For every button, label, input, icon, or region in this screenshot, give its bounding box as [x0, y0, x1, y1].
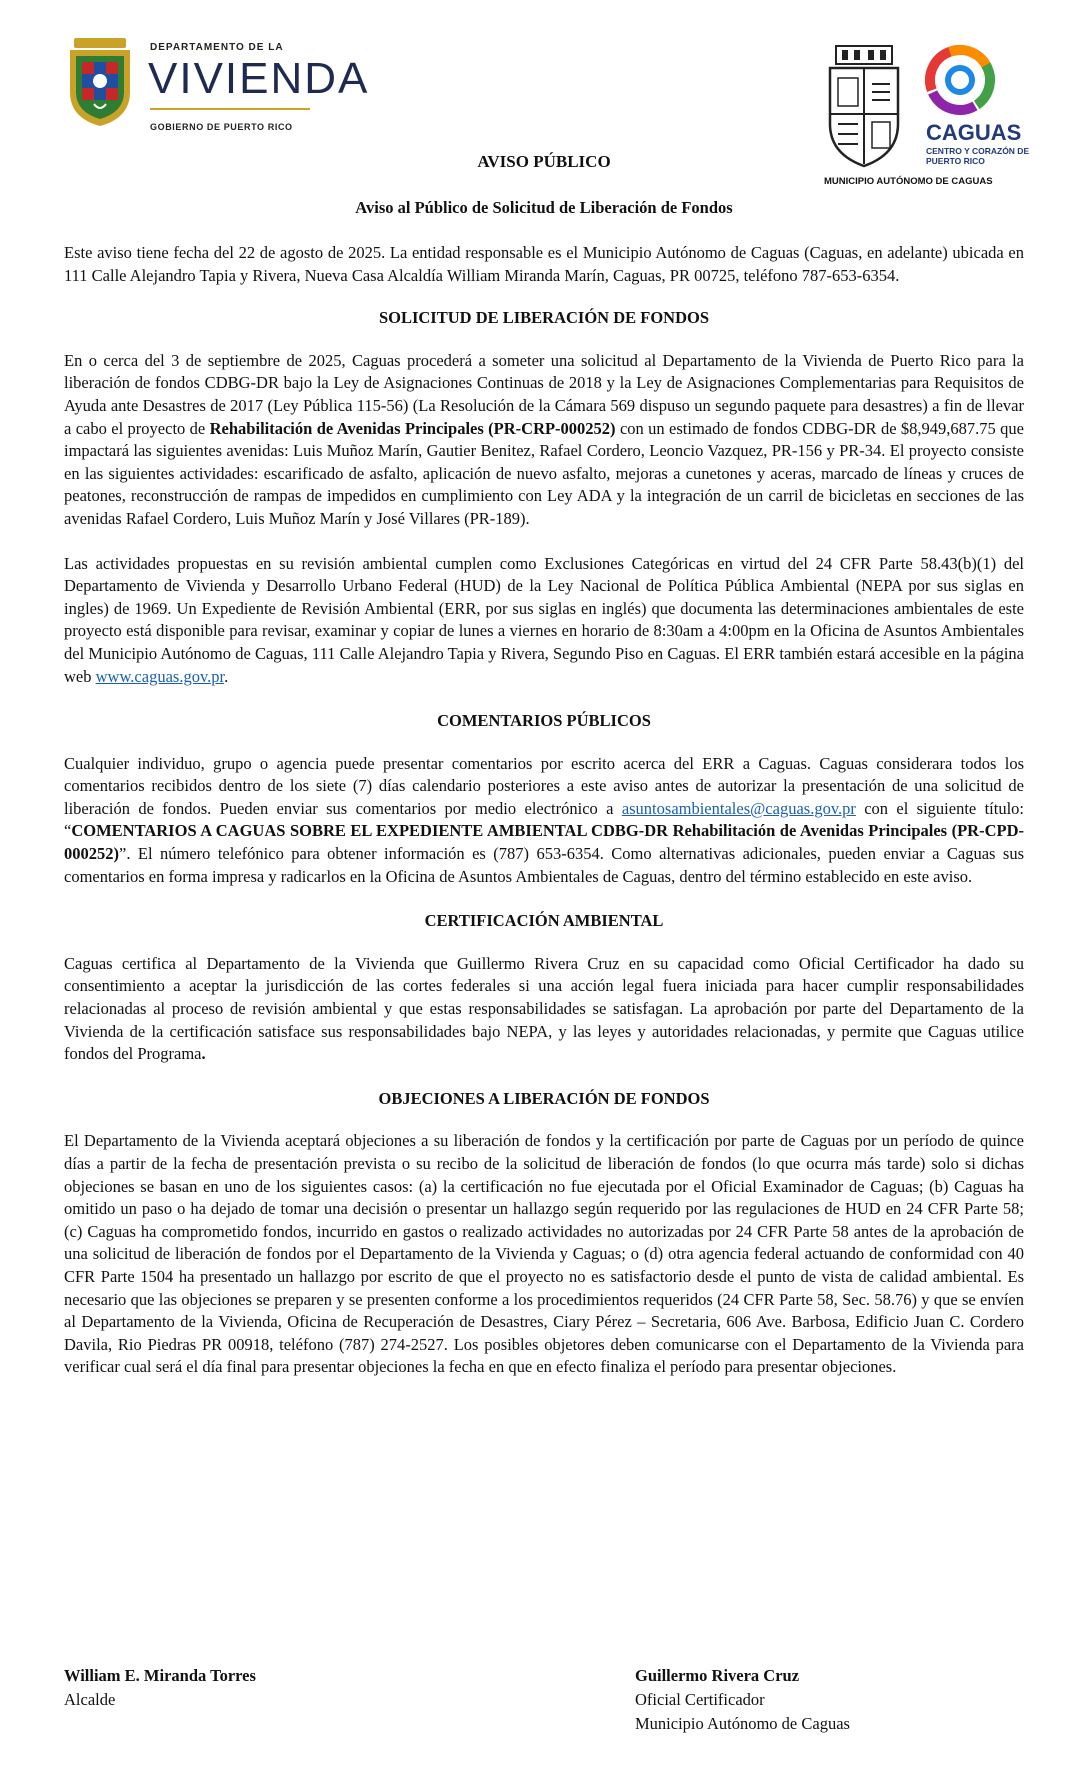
solicitud-paragraph-2 — [64, 553, 1024, 689]
certifying-officer-title: Oficial Certificador — [635, 1690, 765, 1709]
solicitud-p1-text-b: con un estimado de fondos CDBG-DR de $8,949,687.75 que impactará las siguientes avenidas: Luis Muñoz Marín, Gautier Benitez, Rafael Cordero, Leoncio Vazquez, PR-156 y PR-34. El proyecto consiste en las siguientes actividades: escarificado de asfalto, aplicación de nuevo asfalto, mejoras a cunetones y aceras, marcado de líneas y cruces de peatones, reconstrucción de rampas de impedidos en cumplimiento con Ley ADA y la integración de un carril de bicicletas en secciones de las avenidas Rafael Cordero, Luis Muñoz Marín y José Villares (PR-189). — [64, 418, 1024, 528]
comentarios-subject-title: COMENTARIOS A CAGUAS SOBRE EL EXPEDIENTE AMBIENTAL CDBG-DR Rehabilitación de Avenidas Principales (PR-CPD-000252) — [64, 821, 1024, 864]
signature-right — [635, 1664, 850, 1736]
solicitud-paragraph-1 — [64, 350, 1024, 531]
comentarios-paragraph — [64, 753, 1024, 889]
intro-paragraph: Este aviso tiene fecha del 22 de agosto de 2025. La entidad responsable es el Municipio Autónomo de Caguas (Caguas, en adelante) ubicada en 111 Calle Alejandro Tapia y Rivera, Nueva Casa Alcaldía William Miranda Marín, Caguas, PR 00725, teléfono 787-653-6354. — [64, 243, 1024, 285]
comentarios-text-a: Cualquier individuo, grupo o agencia puede presentar comentarios por escrito acerca del ERR a Caguas. Caguas considerara todos los comentarios recibidos dentro de los siete (7) días calendario posteriores a este aviso antes de autorizar la presentación de una solicitud de liberación de fondos. Pueden enviar sus comentarios por medio electrónico a — [64, 753, 1024, 818]
notice-subtitle: Aviso al Público de Solicitud de Liberación de Fondos — [355, 198, 733, 217]
comments-email-link[interactable]: asuntosambientales@caguas.gov.pr — [621, 798, 856, 818]
solicitud-p2-text-a: Las actividades propuestas en su revisión ambiental cumplen como Exclusiones Categóricas en virtud del 24 CFR Parte 58.43(b)(1) del Departamento de Vivienda y Desarrollo Urbano Federal (HUD) de la Ley Nacional de Política Pública Ambiental (NEPA por sus siglas en ingles) de 1969. Un Expediente de Revisión Ambiental (ERR, por sus siglas en inglés) que documenta las determinaciones ambientales de este proyecto está disponible para revisar, examinar y copiar de lunes a viernes en horario de 8:30am a 4:00pm en la Oficina de Asuntos Ambientales del Municipio Autónomo de Caguas, 111 Calle Alejandro Tapia y Rivera, Segundo Piso en Caguas. El ERR también estará accesible en la página web — [64, 553, 1024, 686]
signature-left — [64, 1664, 256, 1712]
document-header — [64, 0, 1030, 217]
solicitud-heading: SOLICITUD DE LIBERACIÓN DE FONDOS — [378, 308, 710, 328]
objeciones-paragraph: El Departamento de la Vivienda aceptará objeciones a su liberación de fondos y la certificación por parte de Caguas por un período de quince días a partir de la fecha de presentación prevista o su recibo de la solicitud de liberación de fondos (lo que ocurra más tarde) solo si dichas objeciones se basan en uno de los siguientes casos: (a) la certificación no fue ejecutada por el Oficial Examinador de Caguas; (b) Caguas ha omitido un paso o ha dejado de tomar una decisión o presentar un hallazgo según requerido por las regulaciones de HUD en 24 CFR Parte 58; (c) Caguas ha comprometido fondos, incurrido en gastos o realizado actividades no autorizadas por 24 CFR Parte 58 antes de la aprobación de una solicitud de liberación de fondos por el Departamento de la Vivienda y Caguas; o (d) otra agencia federal actuando de conformidad con 40 CFR Parte 1504 ha presentado un hallazgo por escrito de que el proyecto no es satisfactorio desde el punto de vista de calidad ambiental. Es necesario que las objeciones se preparen y se presenten conforme a los procedimientos requeridos (24 CFR Parte 58, Sec. 58.76) y que se envíen al Departamento de la Vivienda, Oficina de Recuperación de Desastres, Ciary Pérez – Secretaria, 606 Ave. Barbosa, Edificio Juan C. Cordero Davila, Rio Piedras PR 00918, teléfono (787) 274-2527. Los posibles objetores deben comunicarse con el Departamento de la Vivienda para verificar cual será el día final para presentar objeciones la fecha en que en efecto finaliza el período para presentar objeciones. — [64, 1131, 1024, 1377]
comentarios-text-c: ”. El número telefónico para obtener información es (787) 653-6354. Como alternativas adicionales, pueden enviar a Caguas sus comentarios en forma impresa y radicarlos en la Oficina de Asuntos Ambientales de Caguas, dentro del término establecido en este aviso. — [64, 844, 1024, 886]
solicitud-p2-text-b: . — [224, 666, 229, 686]
caguas-logo-name: CAGUAS — [926, 120, 1022, 145]
vivienda-logo — [64, 34, 394, 144]
vivienda-logo-divider — [150, 108, 310, 110]
comentarios-heading: COMENTARIOS PÚBLICOS — [437, 711, 651, 731]
puerto-rico-coat-of-arms-icon — [64, 34, 136, 130]
caguas-c-logo-icon — [924, 44, 996, 116]
caguas-website-link[interactable]: www.caguas.gov.pr — [95, 666, 225, 686]
document-page — [64, 0, 1030, 1733]
certificacion-paragraph — [64, 953, 1024, 1066]
notice-title: AVISO PÚBLICO — [477, 152, 611, 171]
certificacion-text: Caguas certifica al Departamento de la Vivienda que Guillermo Rivera Cruz en su capacidad como Oficial Certificador ha dado su consentimiento a aceptar la jurisdicción de las cortes federales si una acción legal fuera iniciada para hacer cumplir responsabilidades relacionadas al proceso de revisión ambiental y que estas responsabilidades se satisfagan. La aprobación por parte del Departamento de la Vivienda de la certificación satisface sus responsabilidades bajo NEPA, y las leyes y autoridades relacionadas, y permite que Caguas utilice fondos del Programa — [64, 953, 1024, 1064]
solicitud-p1-text-a: En o cerca del 3 de septiembre de 2025, Caguas procederá a someter una solicitud al Departamento de la Vivienda de Puerto Rico para la liberación de fondos CDBG-DR bajo la Ley de Asignaciones Continuas de 2018 y la Ley de Asignaciones Complementarias para Requisitos de Ayuda ante Desastres de 2017 (Ley Pública 115-56) (La Resolución de la Cámara 569 dispuso un segundo paquete para desastres) a fin de llevar a cabo el proyecto de — [64, 350, 1024, 438]
vivienda-logo-top-text: DEPARTAMENTO DE LA — [150, 42, 284, 53]
certifying-officer-name: Guillermo Rivera Cruz — [635, 1666, 800, 1685]
document-body — [64, 236, 1024, 1379]
certifying-officer-org: Municipio Autónomo de Caguas — [635, 1714, 850, 1733]
certificacion-heading: CERTIFICACIÓN AMBIENTAL — [424, 911, 664, 931]
caguas-logo-municipality: MUNICIPIO AUTÓNOMO DE CAGUAS — [824, 176, 993, 187]
caguas-logo-tagline: CENTRO Y CORAZÓN DE PUERTO RICO — [926, 146, 1030, 166]
solicitud-p1-project: Rehabilitación de Avenidas Principales (PR-CRP-000252) — [209, 418, 616, 438]
comentarios-text-b: con el siguiente título: “ — [64, 798, 1024, 841]
objeciones-heading: OBJECIONES A LIBERACIÓN DE FONDOS — [378, 1088, 710, 1108]
mayor-title: Alcalde — [64, 1690, 116, 1709]
vivienda-logo-bottom-text: GOBIERNO DE PUERTO RICO — [150, 122, 293, 132]
vivienda-logo-main-text: VIVIENDA — [148, 54, 370, 103]
mayor-name: William E. Miranda Torres — [64, 1666, 256, 1685]
certificacion-period: . — [201, 1044, 206, 1064]
